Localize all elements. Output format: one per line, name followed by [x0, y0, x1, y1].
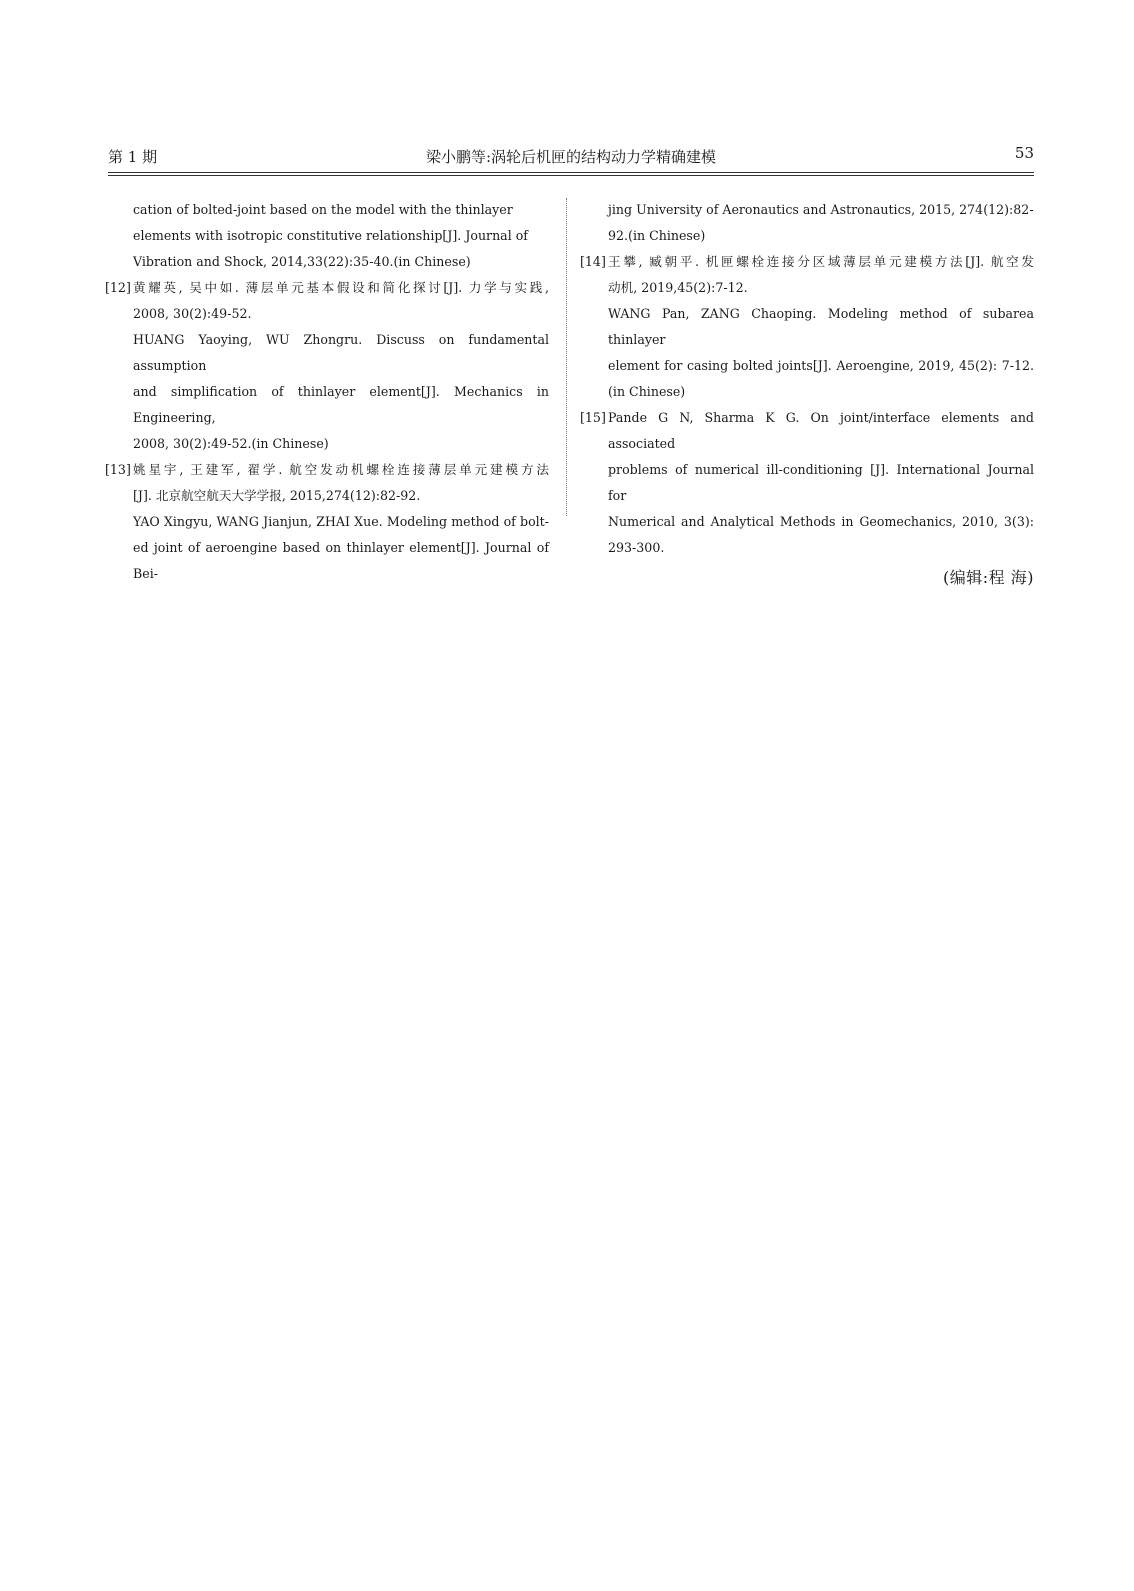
reference-line: ed joint of aeroengine based on thinlayer element[J]. Journal of Bei- [133, 540, 549, 581]
editor-credit: (编辑:程 海) [943, 568, 1034, 587]
reference-11-continued [105, 197, 549, 275]
reference-line: (in Chinese) [608, 384, 686, 399]
reference-line: 2008, 30(2):49-52. [133, 306, 252, 321]
reference-14 [580, 249, 1034, 405]
reference-line: WANG Pan, ZANG Chaoping. Modeling method of subarea thinlayer [608, 306, 1034, 347]
reference-line: 2008, 30(2):49-52.(in Chinese) [133, 436, 329, 451]
reference-number: [15] [580, 410, 606, 425]
reference-line: Numerical and Analytical Methods in Geomechanics, 2010, 3(3): [608, 514, 1034, 529]
page-header [108, 144, 1034, 174]
reference-line: YAO Xingyu, WANG Jianjun, ZHAI Xue. Modeling method of bolt- [133, 514, 549, 529]
left-column [105, 197, 549, 587]
reference-13-continued [580, 197, 1034, 249]
reference-line: 姚星宇, 王建军, 翟学. 航空发动机螺栓连接薄层单元建模方法 [133, 462, 549, 477]
reference-line: 动机, 2019,45(2):7-12. [608, 280, 748, 295]
reference-13 [105, 457, 549, 587]
reference-number: [13] [105, 462, 131, 477]
reference-number: [12] [105, 280, 131, 295]
running-title: 梁小鹏等:涡轮后机匣的结构动力学精确建模 [425, 148, 717, 166]
right-column [580, 197, 1034, 593]
reference-line: Pande G N, Sharma K G. On joint/interface elements and associated [608, 410, 1034, 451]
reference-number: [14] [580, 254, 606, 269]
reference-line: 黄耀英, 吴中如. 薄层单元基本假设和简化探讨[J]. 力学与实践, [133, 280, 549, 295]
reference-line: and simplification of thinlayer element[J]. Mechanics in Engineering, [133, 384, 549, 425]
column-divider [566, 198, 567, 516]
header-rule-thin [108, 175, 1034, 176]
reference-line: HUANG Yaoying, WU Zhongru. Discuss on fundamental assumption [133, 332, 549, 373]
reference-line: problems of numerical ill-conditioning [J]. International Journal for [608, 462, 1034, 503]
reference-12 [105, 275, 549, 457]
reference-15 [580, 405, 1034, 561]
reference-line: 92.(in Chinese) [608, 228, 706, 243]
issue-label: 第 1 期 [108, 148, 158, 166]
header-rule-thick [108, 172, 1034, 173]
page-number: 53 [1014, 144, 1034, 162]
reference-line: with isotropic constitutive relationship[J]. Journal of Vibration and [133, 228, 528, 269]
reference-line: Shock, 2014,33(22):35-40.(in Chinese) [223, 254, 471, 269]
reference-line: 293-300. [608, 540, 665, 555]
reference-line: 王攀, 臧朝平. 机匣螺栓连接分区域薄层单元建模方法[J]. 航空发 [608, 254, 1034, 269]
reference-line: element for casing bolted joints[J]. Aeroengine, 2019, 45(2): 7-12. [608, 358, 1034, 373]
reference-line: cation of bolted-joint based on the model with the thinlayer elements [133, 202, 513, 243]
reference-line: jing University of Aeronautics and Astronautics, 2015, 274(12):82- [608, 202, 1034, 217]
reference-line: [J]. 北京航空航天大学学报, 2015,274(12):82-92. [133, 488, 421, 503]
